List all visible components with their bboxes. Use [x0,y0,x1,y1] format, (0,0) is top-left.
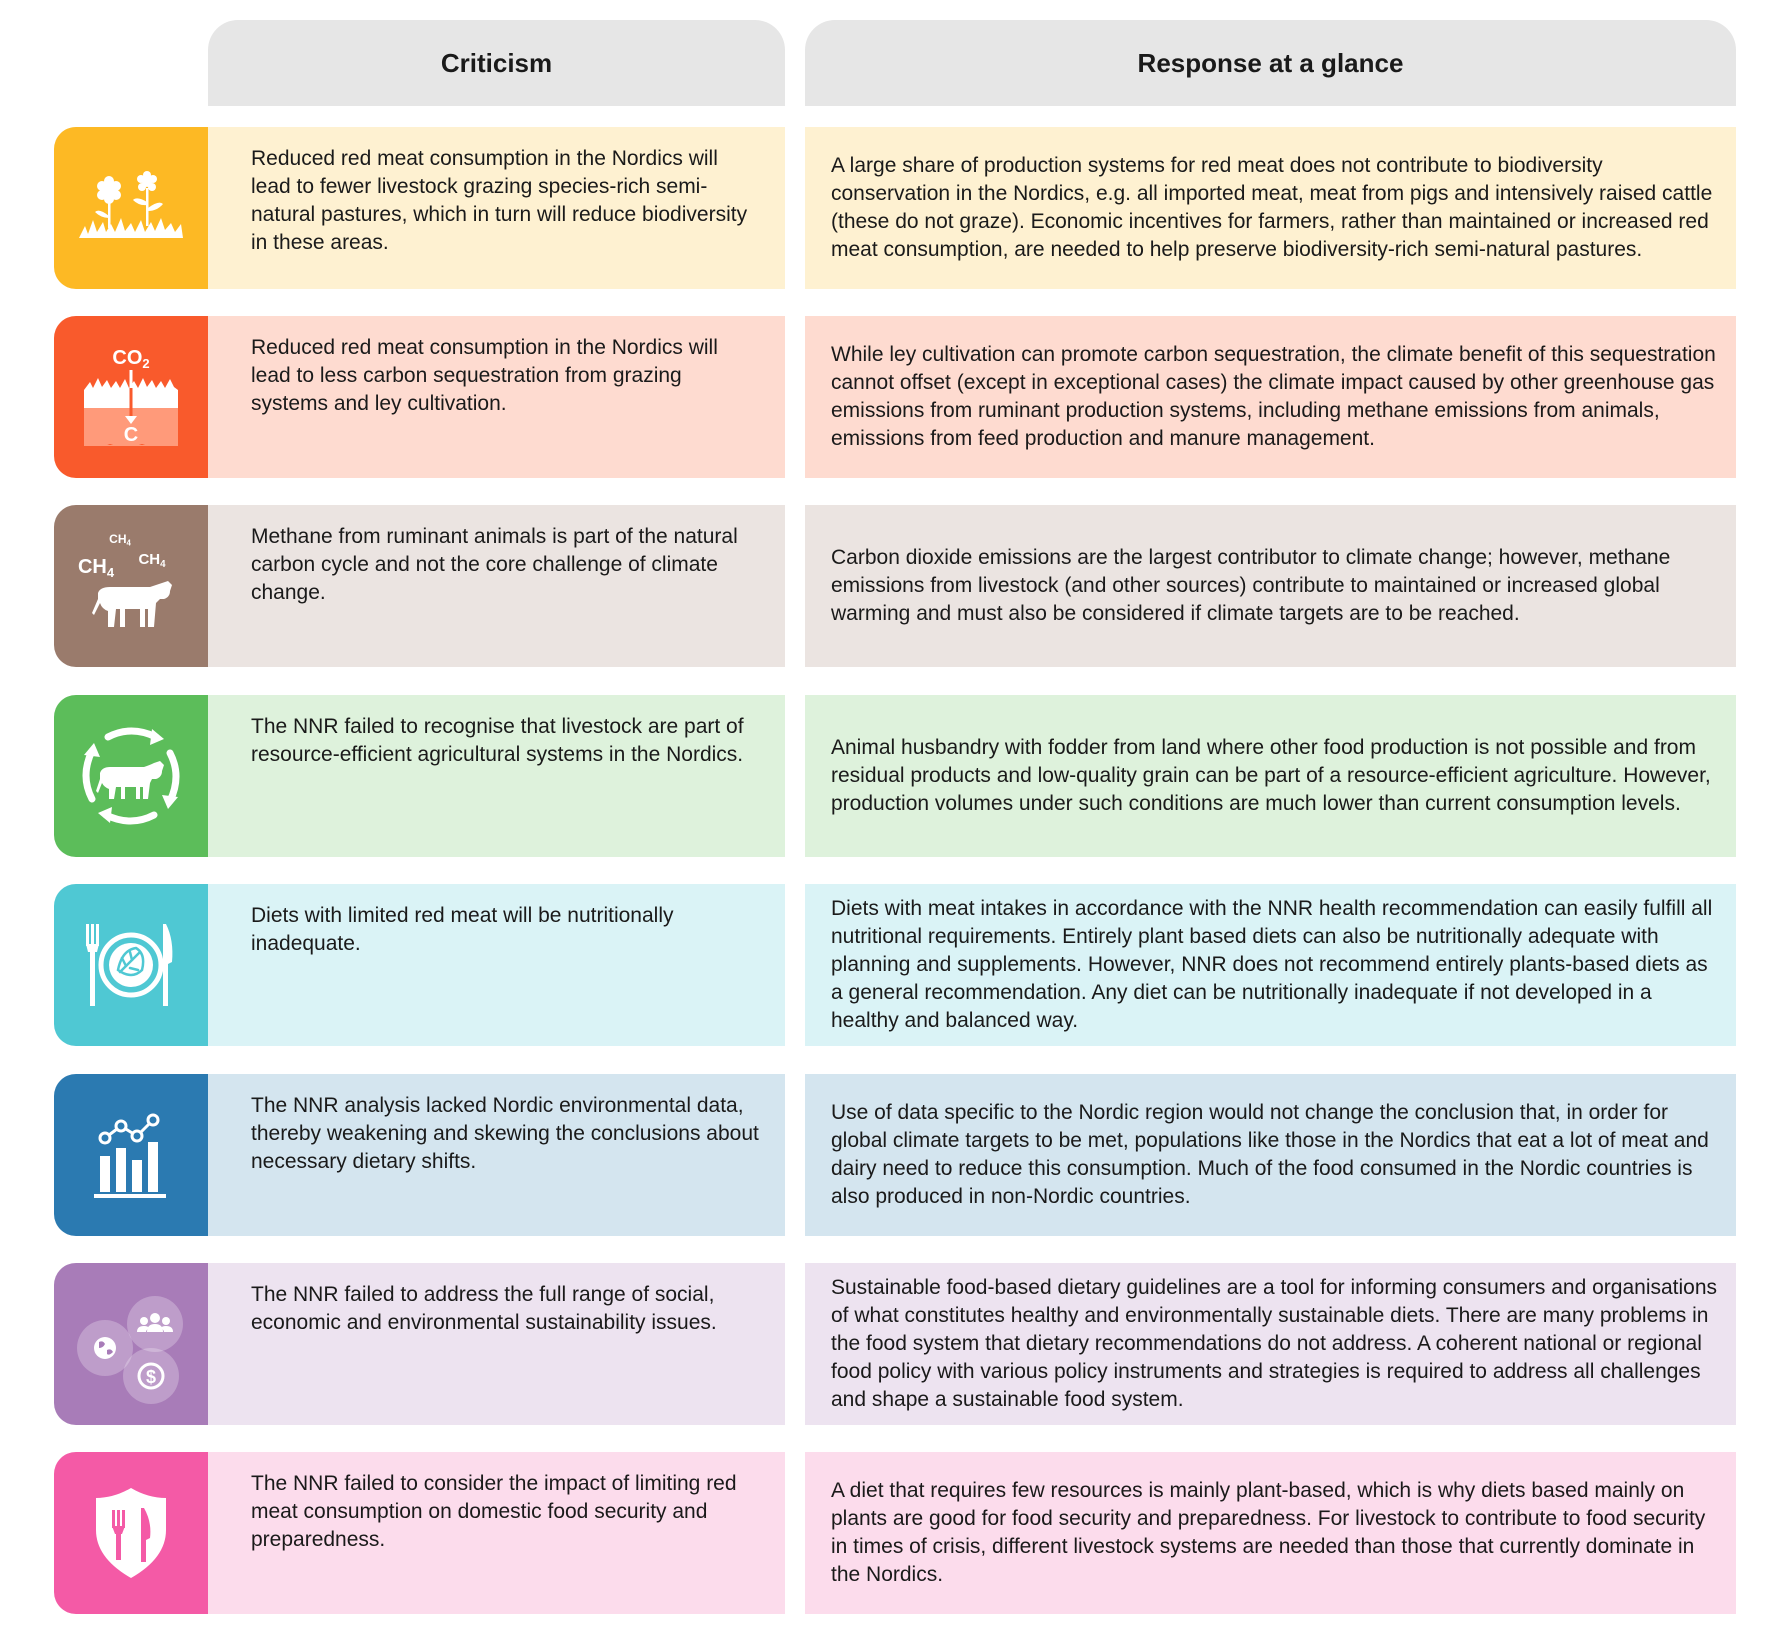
icon-cell [54,127,208,289]
response-text: Animal husbandry with fodder from land where other food production is not possible and from residual products and low-quality grain can be part of a resource-efficient agriculture. However, production volumes under such conditions are much lower than current consumption levels. [831,736,1711,815]
icon-cell [54,505,208,667]
table-row-carbon [54,316,1736,478]
criticism-header: Criticism [208,20,785,106]
icon-cell [54,1263,208,1425]
response-header: Response at a glance [805,20,1736,106]
carbon-sequestration-icon [76,342,186,452]
svg-text:CH4: CH4 [138,551,166,570]
response-text: Use of data specific to the Nordic region would not change the conclusion that, in order for global climate targets to be met, populations like those in the Nordics that eat a lot of meat and dairy need to reduce this consumption. Much of the food consumed in the Nordic countries is also produced in non-Nordic countries. [831,1101,1709,1208]
response-text: Diets with meat intakes in accordance with the NNR health recommendation can easily fulfill all nutritional requirements. Entirely plant based diets can also be nutritionally adequate with planning and supplements. However, NNR does not recommend entirely plants-based diets as a general recommendation. Any diet can be nutritionally inadequate if not developed in a healthy and balanced way. [831,897,1713,1032]
table-row-food-security [54,1452,1736,1614]
criticism-cell: The NNR failed to recognise that livestock are part of resource-efficient agricultural systems in the Nordics. [208,695,785,857]
response-text: A diet that requires few resources is mainly plant-based, which is why diets based mainly on plants are good for food security and preparedness. For livestock to contribute to food security in times of crisis, different livestock systems are needed than those that currently dominate in the Nordics. [831,1479,1706,1586]
icon-cell [54,695,208,857]
svg-text:CH4: CH4 [109,532,131,548]
icon-cell [54,1074,208,1236]
response-text: While ley cultivation can promote carbon sequestration, the climate benefit of this sequestration cannot offset (except in exceptional cases) the climate impact caused by other greenhouse gas emissions from ruminant production systems, including methane emissions from animals, emissions from feed production and manure management. [831,343,1716,450]
criticism-cell: Methane from ruminant animals is part of the natural carbon cycle and not the core challenge of climate change. [208,505,785,667]
response-cell [805,1263,1736,1425]
methane-cow-icon [76,531,186,641]
table-row-sustainability [54,1263,1736,1425]
table-row-methane [54,505,1736,667]
criticism-cell: Reduced red meat consumption in the Nordics will lead to fewer livestock grazing species-rich semi-natural pastures, which in turn will reduce biodiversity in these areas. [208,127,785,289]
response-text: Sustainable food-based dietary guidelines are a tool for informing consumers and organisations of what constitutes healthy and environmentally sustainable diets. There are many problems in the food system that dietary recommendations do not address. A coherent national or regional food policy with various policy instruments and strategies is required to address all challenges and shape a sustainable food system. [831,1276,1718,1411]
plate-cutlery-icon [76,910,186,1020]
response-text: Carbon dioxide emissions are the largest contributor to climate change; however, methane emissions from livestock (and other sources) contribute to maintained or increased global warming and must also be considered if climate targets are to be reached. [831,546,1671,625]
response-cell [805,505,1736,667]
response-cell [805,695,1736,857]
sustainability-circles-icon [69,1282,193,1406]
response-cell [805,127,1736,289]
carbon-label: C [123,424,139,446]
criticism-cell: The NNR analysis lacked Nordic environmental data, thereby weakening and skewing the conclusions about necessary dietary shifts. [208,1074,785,1236]
biodiversity-flowers-icon [71,168,191,248]
criticism-cell: The NNR failed to consider the impact of limiting red meat consumption on domestic food security and preparedness. [208,1452,785,1614]
table-row-resource-efficiency [54,695,1736,857]
table-row-nutrition [54,884,1736,1046]
response-cell [805,884,1736,1046]
data-chart-icon [76,1100,186,1210]
response-cell [805,1452,1736,1614]
svg-text:$: $ [145,1367,157,1387]
table-row-data [54,1074,1736,1236]
response-cell [805,316,1736,478]
response-text: A large share of production systems for red meat does not contribute to biodiversity conservation in the Nordics, e.g. all imported meat, meat from pigs and intensively raised cattle (these do not graze). Economic incentives for farmers, rather than maintained or increased red meat consumption, are needed to help preserve biodiversity-rich semi-natural pastures. [831,154,1713,261]
table-row-biodiversity [54,127,1736,289]
criticism-cell: Reduced red meat consumption in the Nordics will lead to less carbon sequestration from grazing systems and ley cultivation. [208,316,785,478]
icon-cell [54,1452,208,1614]
response-cell [805,1074,1736,1236]
icon-cell [54,316,208,478]
livestock-cycle-icon [76,721,186,831]
food-security-shield-icon [76,1478,186,1588]
icon-cell [54,884,208,1046]
criticism-cell: Diets with limited red meat will be nutritionally inadequate. [208,884,785,1046]
co2-label: CO2 [112,347,150,371]
criticism-cell: The NNR failed to address the full range of social, economic and environmental sustainability issues. [208,1263,785,1425]
svg-text:CH4: CH4 [77,556,115,580]
